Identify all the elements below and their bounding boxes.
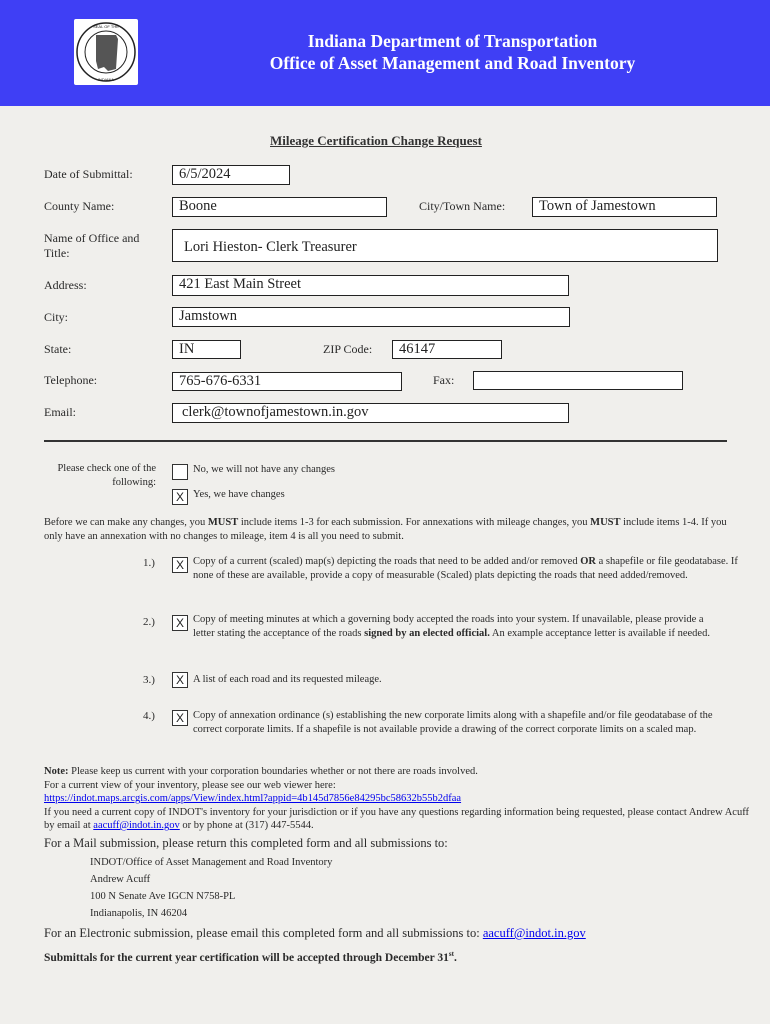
instructions-text-b: include items 1-3 for each submission. For annexations with mileage changes, you	[238, 517, 591, 528]
mail-address-line-1: INDOT/Office of Asset Management and Road Inventory	[90, 857, 333, 868]
indiana-seal-logo	[74, 19, 138, 85]
state-label: State:	[44, 342, 72, 356]
instructions-must-1: MUST	[207, 517, 239, 528]
item-1-bold: OR	[580, 556, 596, 567]
mail-address-line-2: Andrew Acuff	[90, 874, 151, 885]
item-1-text	[193, 555, 741, 582]
item-3-text: A list of each road and its requested mileage.	[193, 674, 382, 685]
mail-address	[90, 854, 332, 922]
zip-field[interactable]: 46147	[392, 340, 502, 359]
instructions-text-a: Before we can make any changes, you	[44, 517, 208, 528]
header-line-1: Indiana Department of Transportation	[307, 31, 598, 51]
item-4-checkbox[interactable]: X	[172, 710, 188, 726]
mail-intro: For a Mail submission, please return this completed form and all submissions to:	[44, 836, 448, 850]
form-title: Mileage Certification Change Request	[270, 133, 482, 148]
item-2-text-b: An example acceptance letter is available if needed.	[489, 627, 710, 639]
item-1-text-a: Copy of a current (scaled) map(s) depicting the roads that need to be added and/or removed	[193, 556, 581, 567]
web-viewer-link[interactable]: https://indot.maps.arcgis.com/apps/View/index.html?appid=4b145d7856e84295bc58632b55b2dfaa	[44, 793, 462, 804]
item-2-checkbox[interactable]: X	[172, 615, 188, 631]
header-title	[200, 30, 705, 74]
yes-changes-label: Yes, we have changes	[193, 489, 285, 500]
item-1-number: 1.)	[143, 557, 155, 569]
office-label-2: Title:	[44, 246, 70, 260]
note-block	[44, 765, 756, 833]
note-line-2: For a current view of your inventory, please see our web viewer here:	[44, 779, 336, 791]
item-4-text: Copy of annexation ordinance (s) establishing the new corporate limits along with a shapefile and/or file geodatabase of the correct corporate limits. If a shapefile is not available provide a drawing of the correct corporate limits on a scaled map.	[193, 710, 713, 735]
state-field[interactable]: IN	[172, 340, 241, 359]
mail-address-line-4: Indianapolis, IN 46204	[90, 908, 188, 919]
check-prompt	[44, 462, 156, 489]
deadline-sup: st	[448, 950, 454, 958]
electronic-submission	[44, 926, 586, 941]
check-prompt-line-1: Please check one of the	[57, 463, 156, 474]
svg-text:SEAL OF THE: SEAL OF THE	[93, 24, 119, 29]
city-field[interactable]: Jamstown	[172, 307, 570, 327]
header-line-2: Office of Asset Management and Road Inventory	[269, 53, 636, 73]
office-field[interactable]: Lori Hieston- Clerk Treasurer	[172, 229, 718, 262]
instructions-paragraph	[44, 516, 739, 543]
deadline-text: Submittals for the current year certification will be accepted through December 31	[44, 951, 449, 964]
item-2-text-a: Copy of meeting minutes at which a governing body accepted the roads into your system. If unavailable, please provide a letter stating the acceptance of the roads	[193, 614, 704, 639]
fax-field[interactable]	[473, 371, 683, 390]
electronic-text: For an Electronic submission, please email this completed form and all submissions to:	[44, 926, 483, 940]
address-field[interactable]: 421 East Main Street	[172, 275, 569, 296]
item-2-text	[193, 613, 713, 640]
county-field[interactable]: Boone	[172, 197, 387, 217]
address-label: Address:	[44, 278, 87, 292]
county-label: County Name:	[44, 199, 115, 213]
deadline-note	[44, 950, 457, 964]
email-label: Email:	[44, 405, 76, 419]
phone-label: Telephone:	[44, 373, 98, 387]
no-changes-label: No, we will not have any changes	[193, 464, 336, 475]
note-line-3	[44, 806, 756, 833]
citytown-field[interactable]: Town of Jamestown	[532, 197, 717, 217]
instructions-must-2: MUST	[590, 517, 621, 528]
item-4-number: 4.)	[143, 710, 155, 722]
date-label: Date of Submittal:	[44, 167, 133, 181]
item-3-number: 3.)	[143, 674, 155, 686]
citytown-label: City/Town Name:	[419, 199, 506, 213]
note-contact-text: If you need a current copy of INDOT's inventory for your jurisdiction or if you have any questions regarding information being requested, please contact Andrew Acuff by email at	[44, 806, 749, 831]
item-2-bold: signed by an elected official.	[364, 627, 490, 639]
contact-email-link[interactable]: aacuff@indot.in.gov	[93, 820, 180, 831]
mail-address-line-3: 100 N Senate Ave IGCN N758-PL	[90, 891, 236, 902]
instructions-text-c: include items 1-4. If you only have an annexation with no changes to mileage, item 4 is all you need to submit.	[44, 517, 727, 542]
zip-label: ZIP Code:	[323, 342, 373, 356]
item-2-number: 2.)	[143, 616, 155, 628]
phone-field[interactable]: 765-676-6331	[172, 372, 402, 391]
note-label: Note:	[44, 766, 69, 777]
no-changes-checkbox[interactable]	[172, 464, 188, 480]
yes-changes-checkbox[interactable]: X	[172, 489, 188, 505]
note-text: Please keep us current with your corporation boundaries whether or not there are roads involved.	[68, 766, 478, 777]
svg-text:INDIANA: INDIANA	[97, 77, 115, 82]
page-header	[0, 0, 770, 106]
fax-label: Fax:	[433, 373, 455, 387]
check-prompt-line-2: following:	[112, 476, 156, 488]
item-3-checkbox[interactable]: X	[172, 672, 188, 688]
date-field[interactable]: 6/5/2024	[172, 165, 290, 185]
deadline-end: .	[453, 951, 457, 964]
city-label: City:	[44, 310, 69, 324]
note-phone-text: or by phone at (317) 447-5544.	[179, 820, 314, 831]
office-label-1: Name of Office and	[44, 231, 140, 245]
item-1-checkbox[interactable]: X	[172, 557, 188, 573]
note-line-1	[44, 765, 756, 779]
email-field[interactable]: clerk@townofjamestown.in.gov	[172, 403, 569, 423]
divider	[44, 440, 727, 442]
electronic-email-link[interactable]: aacuff@indot.in.gov	[482, 926, 586, 940]
item-1-text-b: a shapefile or file geodatabase. If none of these are available, provide a copy of measurable (Scaled) plats depicting the roads that need added/removed.	[193, 556, 738, 581]
